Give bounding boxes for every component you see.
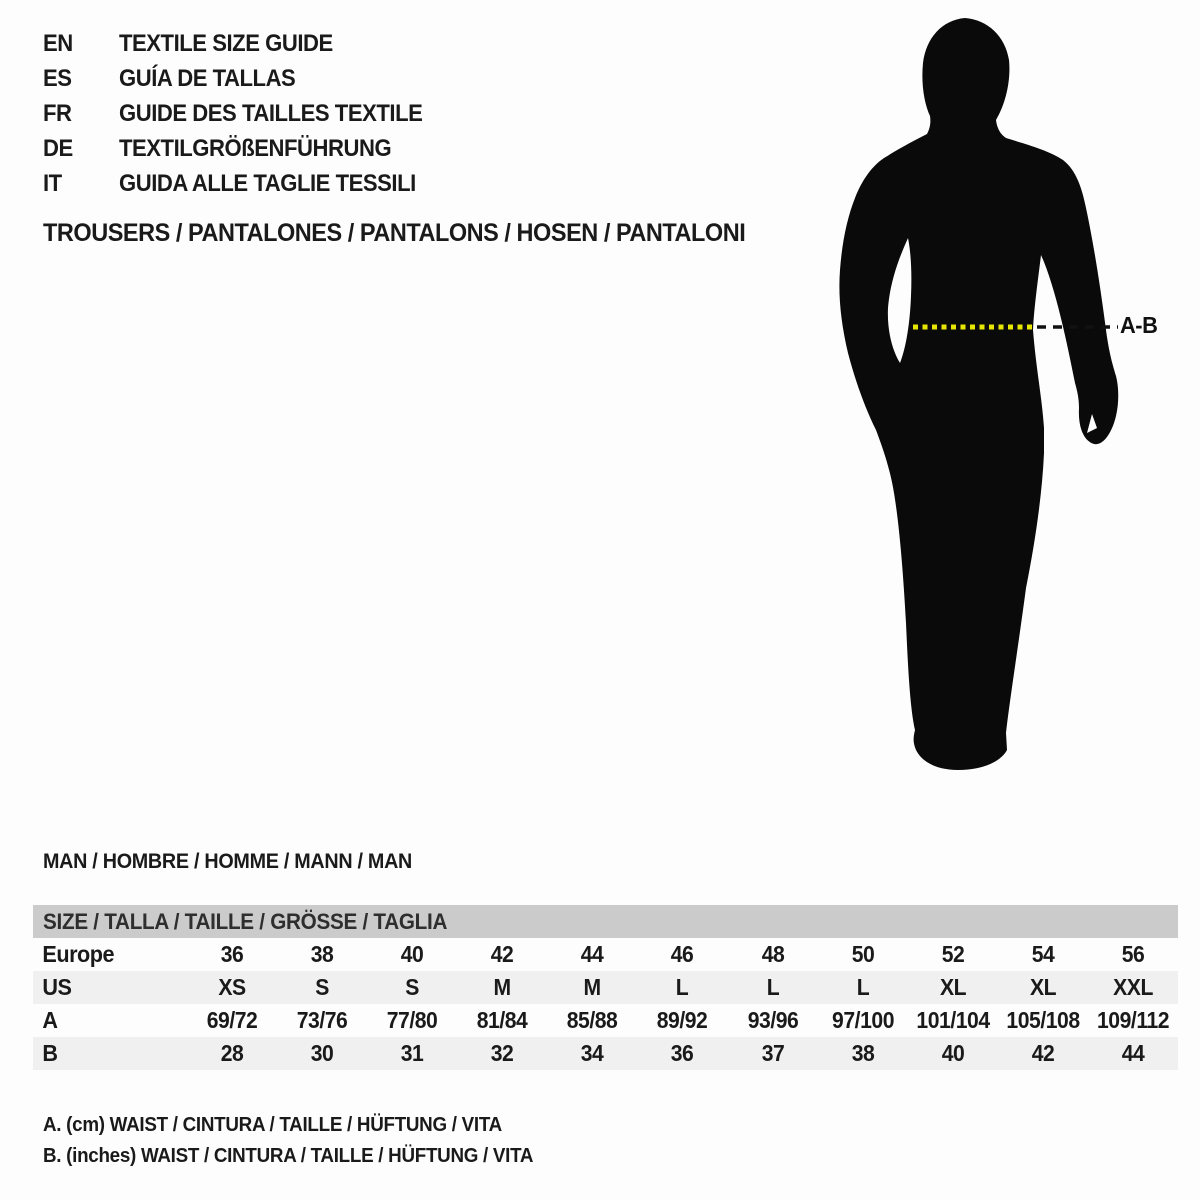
table-cell: 40 <box>941 1040 965 1066</box>
table-cell: 46 <box>671 941 694 967</box>
language-label: TEXTILE SIZE GUIDE <box>119 30 333 57</box>
table-header <box>33 905 1178 938</box>
language-label: TEXTILGRÖßENFÜHRUNG <box>119 135 392 162</box>
table-row-b-inches <box>33 1037 1178 1070</box>
table-cell: 32 <box>490 1040 514 1066</box>
table-cell: 77/80 <box>386 1007 438 1033</box>
gender-heading: MAN / HOMBRE / HOMME / MANN / MAN <box>43 850 413 873</box>
table-cell: 105/108 <box>1006 1007 1080 1033</box>
table-cell: 54 <box>1031 941 1055 967</box>
table-cell: 44 <box>1121 1040 1145 1066</box>
table-cell: 85/88 <box>567 1007 618 1033</box>
size-table <box>33 905 1178 1070</box>
man-silhouette-icon <box>820 8 1160 788</box>
table-cell: 40 <box>400 941 424 967</box>
table-cell: 52 <box>941 941 965 967</box>
language-list <box>43 26 449 201</box>
table-cell: 44 <box>581 941 604 967</box>
table-cell: 28 <box>220 1040 244 1066</box>
table-cell: 56 <box>1121 941 1145 967</box>
language-row-it <box>43 166 449 201</box>
table-cell: 34 <box>581 1040 604 1066</box>
table-cell: 36 <box>671 1040 694 1066</box>
table-cell: 93/96 <box>747 1007 798 1033</box>
table-cell: 69/72 <box>206 1007 258 1033</box>
table-cell: XS <box>218 974 246 1000</box>
table-cell: XXL <box>1113 974 1153 1000</box>
language-code: IT <box>43 170 62 197</box>
table-cell: XL <box>939 974 966 1000</box>
table-cell: S <box>315 974 329 1000</box>
row-label: A <box>42 1007 58 1033</box>
footnote-b: B. (inches) WAIST / CINTURA / TAILLE / HÜFTUNG / VITA <box>43 1145 534 1167</box>
table-cell: S <box>405 974 420 1000</box>
table-row-us <box>33 971 1178 1004</box>
table-cell: 38 <box>310 941 334 967</box>
table-cell: 109/112 <box>1096 1007 1170 1033</box>
language-code: EN <box>43 30 73 57</box>
language-row-de <box>43 131 449 166</box>
table-cell: 42 <box>1031 1040 1055 1066</box>
language-code: ES <box>43 65 72 92</box>
table-cell: 37 <box>761 1040 784 1066</box>
language-row-en <box>43 26 449 61</box>
table-cell: 89/92 <box>657 1007 708 1033</box>
table-cell: 48 <box>761 941 784 967</box>
table-header-label: SIZE / TALLA / TAILLE / GRÖSSE / TAGLIA <box>43 909 448 934</box>
table-cell: L <box>856 974 869 1000</box>
table-cell: L <box>676 974 689 1000</box>
language-code: FR <box>43 100 72 127</box>
table-cell: 97/100 <box>831 1007 894 1033</box>
row-label: US <box>42 974 72 1000</box>
table-cell: 30 <box>310 1040 334 1066</box>
table-cell: 38 <box>851 1040 874 1066</box>
footnote-a: A. (cm) WAIST / CINTURA / TAILLE / HÜFTUNG / VITA <box>43 1114 502 1136</box>
table-cell: 31 <box>400 1040 424 1066</box>
language-row-fr <box>43 96 449 131</box>
measure-label: A-B <box>1120 312 1158 338</box>
table-cell: XL <box>1029 974 1056 1000</box>
table-cell: 50 <box>851 941 874 967</box>
table-cell: 36 <box>220 941 244 967</box>
table-cell: 42 <box>490 941 514 967</box>
footnotes <box>43 1110 565 1172</box>
table-cell: 81/84 <box>476 1007 528 1033</box>
man-silhouette-figure <box>820 8 1160 788</box>
table-cell: L <box>766 974 779 1000</box>
table-cell: M <box>493 974 511 1000</box>
table-row-europe <box>33 938 1178 971</box>
table-cell: M <box>583 974 601 1000</box>
language-label: GUIDA ALLE TAGLIE TESSILI <box>119 170 416 197</box>
table-cell: 101/104 <box>916 1007 990 1033</box>
language-code: DE <box>43 135 73 162</box>
product-heading: TROUSERS / PANTALONES / PANTALONS / HOSEN / PANTALONI <box>43 219 746 247</box>
language-label: GUÍA DE TALLAS <box>119 65 296 92</box>
table-cell: 73/76 <box>296 1007 348 1033</box>
language-row-es <box>43 61 449 96</box>
language-label: GUIDE DES TAILLES TEXTILE <box>119 100 423 127</box>
row-label: Europe <box>42 941 115 967</box>
table-row-a-cm <box>33 1004 1178 1037</box>
row-label: B <box>42 1040 58 1066</box>
